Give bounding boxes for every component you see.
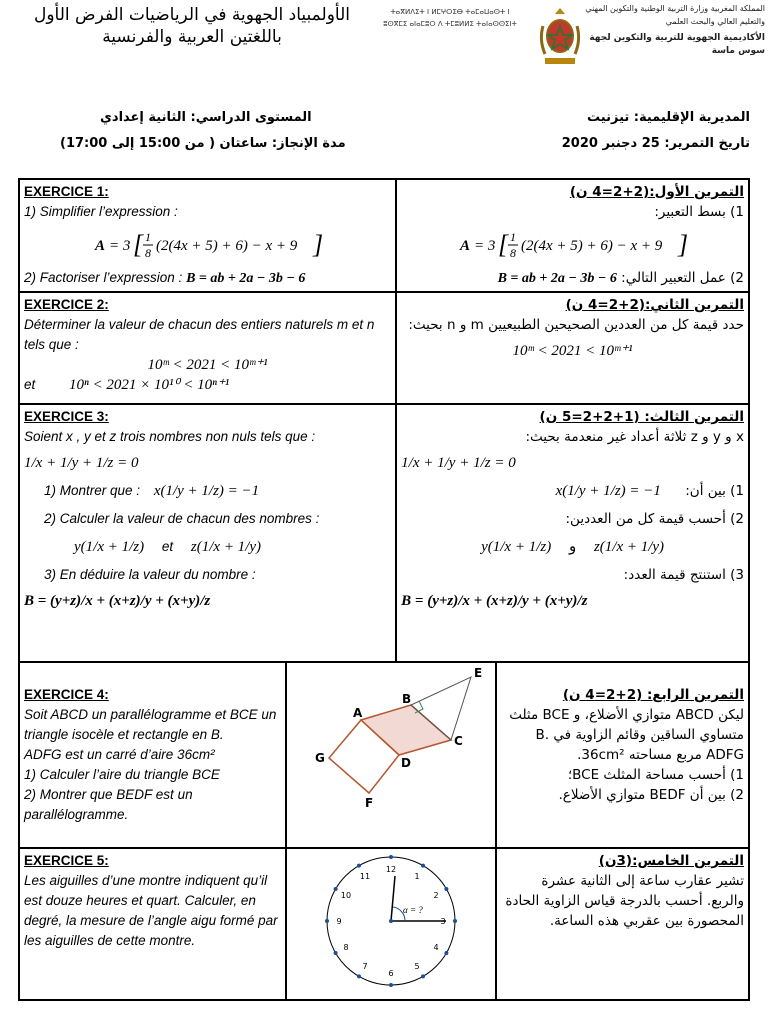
ex3-ar-n1: y(1/x + 1/z) bbox=[481, 539, 552, 555]
ex3-B: B = (y+z)/x + (x+z)/y + (x+y)/z bbox=[24, 593, 211, 609]
ex2-ineq1: 10ᵐ < 2021 < 10ᵐ⁺¹ bbox=[147, 357, 268, 373]
ex4-fr-q1: 1) Calculer l’aire du triangle BCE bbox=[24, 767, 220, 782]
ex1-ar-expr-a bbox=[401, 228, 744, 262]
svg-text:[: [ bbox=[497, 230, 508, 259]
ex1-fr-q2-label: 2) Factoriser l’expression : bbox=[24, 270, 183, 285]
label-b: B bbox=[402, 692, 412, 706]
ex1-ar-title: التمرين الأول:(2+2=4 ن) bbox=[569, 184, 744, 200]
ex3-ar-nums bbox=[401, 537, 744, 557]
ex1-fr-title: EXERCICE 1: bbox=[24, 184, 109, 199]
ex3-ar-q1-line bbox=[401, 481, 744, 501]
expr-a-svg bbox=[93, 228, 323, 262]
ex3-ar-cond: 1/x + 1/y + 1/z = 0 bbox=[401, 455, 516, 471]
clock-number: 5 bbox=[414, 962, 420, 971]
clock-number: 6 bbox=[388, 969, 394, 978]
label-d: D bbox=[401, 756, 412, 770]
ex5-fr-text: Les aiguilles d’une montre indiquent qu’il est douze heures et quart. Calculer, en degré, la mesure de l’angle aigu formé par les aiguilles de cette montre. bbox=[24, 873, 278, 948]
label-c: C bbox=[454, 734, 463, 748]
ministry-header bbox=[585, 2, 765, 58]
clock-figure bbox=[316, 851, 466, 991]
ex2-fr-et: et bbox=[24, 377, 36, 392]
ex3-fr-intro: Soient x , y et z trois nombres non nuls tels que : bbox=[24, 429, 316, 444]
clock-tick-dot bbox=[445, 887, 449, 891]
ex1-ar-q2 bbox=[401, 268, 744, 289]
ex3-fr-title: EXERCICE 3: bbox=[24, 409, 109, 424]
exercise-table bbox=[18, 178, 750, 1001]
hour-hand bbox=[391, 876, 395, 921]
ex1-ar-expr-b: B = ab + 2a − 3b − 6 bbox=[497, 271, 617, 286]
svg-text:1: 1 bbox=[509, 230, 516, 244]
ex3-ar-and: و bbox=[568, 539, 577, 555]
label-a: A bbox=[353, 706, 363, 720]
label-e: E bbox=[474, 666, 483, 680]
ex3-ar-show: x(1/y + 1/z) = −1 bbox=[555, 483, 661, 499]
direction-label: المديرية الإقليمية: تيزنيت bbox=[587, 110, 750, 125]
ex3-show: x(1/y + 1/z) = −1 bbox=[153, 483, 260, 499]
clock-tick-dot bbox=[357, 974, 361, 978]
clock-number: 8 bbox=[343, 943, 349, 952]
ex3-ar bbox=[396, 404, 749, 662]
clock-tick-dot bbox=[453, 919, 457, 923]
label-f: F bbox=[365, 796, 374, 810]
ex3-fr-q1: 1) Montrer que : bbox=[44, 483, 141, 498]
ex2-fr-title: EXERCICE 2: bbox=[24, 297, 109, 312]
clock-number: 1 bbox=[414, 872, 420, 881]
clock-number: 7 bbox=[362, 962, 368, 971]
ex3-fr bbox=[19, 404, 396, 662]
parallelogram-figure bbox=[291, 665, 491, 825]
ex1-fr-q1: 1) Simplifier l’expression : bbox=[24, 204, 178, 219]
ex3-ar-q3: 3) استنتج قيمة العدد: bbox=[623, 567, 744, 583]
clock-number: 10 bbox=[341, 891, 352, 900]
ex2-line2 bbox=[24, 375, 391, 395]
clock-tick-dot bbox=[357, 864, 361, 868]
ex2-fr bbox=[19, 292, 396, 404]
svg-text:]: ] bbox=[312, 230, 323, 259]
ex3-n1: y(1/x + 1/z) bbox=[74, 539, 145, 555]
ex5-ar-text: تشير عقارب ساعة إلى الثانية عشرة والربع. أحسب بالدرجة قياس الزاوية الحادة المحصورة بين عقربي هذه الساعة. bbox=[505, 873, 744, 929]
ex5-ar bbox=[496, 848, 749, 1000]
ex1-expr-b: B = ab + 2a − 3b − 6 bbox=[186, 271, 306, 286]
svg-text:8: 8 bbox=[509, 246, 516, 260]
svg-text:= 3: = 3 bbox=[108, 238, 130, 254]
ex4-fr-title: EXERCICE 4: bbox=[24, 687, 109, 702]
svg-text:8: 8 bbox=[144, 246, 151, 260]
svg-text:(2(4x + 5) + 6) − x + 9: (2(4x + 5) + 6) − x + 9 bbox=[520, 238, 662, 254]
ex4-ar-q2: 2) بين أن BEDF متوازي الأضلاع. bbox=[558, 787, 744, 803]
svg-text:[: [ bbox=[132, 230, 143, 259]
ex4-ar-title: التمرين الرابع: (2+2=4 ن) bbox=[562, 687, 744, 703]
ex5-fr bbox=[19, 848, 286, 1000]
ex1-fr bbox=[19, 179, 396, 292]
ex3-ar-q1: 1) بين أن: bbox=[685, 483, 744, 499]
duration-label: مدة الإنجاز: ساعتان ( من 15:00 إلى 17:00) bbox=[60, 136, 346, 151]
ex3-ar-q2: 2) أحسب قيمة كل من العددين: bbox=[565, 511, 744, 527]
clock-tick-dot bbox=[389, 855, 393, 859]
clock-tick-dot bbox=[334, 951, 338, 955]
clock-tick-dot bbox=[334, 887, 338, 891]
ex2-ineq2: 10ⁿ < 2021 × 10¹⁰ < 10ⁿ⁺¹ bbox=[69, 377, 230, 393]
clock-tick-dot bbox=[421, 864, 425, 868]
clock-number: 9 bbox=[336, 917, 342, 926]
ex4-ar bbox=[496, 662, 749, 848]
ex3-ar-intro: x و y و z ثلاثة أعداد غير منعدمة بحيث: bbox=[525, 429, 744, 445]
ex3-n2: z(1/x + 1/y) bbox=[190, 539, 262, 555]
clock-number: 4 bbox=[433, 943, 439, 952]
ex3-ar-title: التمرين الثالث: (1+2+2=5 ن) bbox=[539, 409, 744, 425]
ex1-ar-q1: 1) بسط التعبير: bbox=[654, 204, 744, 220]
label-g: G bbox=[315, 751, 326, 765]
date-label: تاريخ التمرير: 25 دجنبر 2020 bbox=[561, 136, 750, 151]
svg-text:]: ] bbox=[677, 230, 688, 259]
ex3-fr-q1-line bbox=[24, 481, 391, 501]
ex4-fr bbox=[19, 662, 286, 848]
ex5-fr-title: EXERCICE 5: bbox=[24, 853, 109, 868]
abcd-parallelogram bbox=[361, 705, 451, 755]
ex3-fr-nums bbox=[24, 537, 391, 557]
ex5-figure bbox=[286, 848, 496, 1000]
ex3-fr-q3: 3) En déduire la valeur du nombre : bbox=[44, 567, 256, 582]
clock-tick-dot bbox=[445, 951, 449, 955]
ex1-ar-q2-label: 2) عمل التعبير التالي: bbox=[621, 270, 744, 286]
ex2-ar-title: التمرين الثاني:(2+2=4 ن) bbox=[565, 297, 744, 313]
svg-text:(2(4x + 5) + 6) − x + 9: (2(4x + 5) + 6) − x + 9 bbox=[155, 238, 297, 254]
expr-a-ar-svg bbox=[458, 228, 688, 262]
ex4-fr-text2: ADFG est un carré d’aire 36cm² bbox=[24, 747, 215, 762]
ex2-ar-text: حدد قيمة كل من العددين الصحيحين الطبيعيين m و n بحيث: bbox=[408, 317, 744, 333]
clock-number: 2 bbox=[433, 891, 439, 900]
ex4-ar-q1: 1) أحسب مساحة المثلث BCE؛ bbox=[567, 767, 744, 783]
svg-text:A: A bbox=[459, 238, 470, 254]
clock-tick-dot bbox=[325, 919, 329, 923]
svg-text:1: 1 bbox=[144, 230, 151, 244]
ex2-fr-text: Déterminer la valeur de chacun des entiers naturels m et n tels que : bbox=[24, 317, 375, 352]
angle-label: α = ? bbox=[403, 905, 423, 915]
academy-name: الأكاديمية الجهوية للتربية والتكوين لجهة سوس ماسة bbox=[589, 33, 765, 56]
clock-tick-dot bbox=[421, 974, 425, 978]
ex4-ar-text: ليكن ABCD متوازي الأضلاع، و BCE مثلث متساوي الساقين وقائم الزاوية في B. ADFG مربع مساحته 36cm². bbox=[509, 707, 744, 763]
clock-center bbox=[389, 919, 393, 923]
ex3-cond: 1/x + 1/y + 1/z = 0 bbox=[24, 455, 139, 471]
ex4-fr-q2: 2) Montrer que BEDF est un parallélogramme. bbox=[24, 787, 193, 822]
svg-text:= 3: = 3 bbox=[473, 238, 495, 254]
ex3-fr-q2: 2) Calculer la valeur de chacun des nombres : bbox=[44, 511, 320, 526]
morocco-emblem-icon bbox=[535, 4, 585, 68]
ex5-ar-title: التمرين الخامس:(3ن) bbox=[598, 853, 744, 869]
ex3-ar-B: B = (y+z)/x + (x+z)/y + (x+y)/z bbox=[401, 593, 588, 609]
ex2-ar-ineq1: 10ᵐ < 2021 < 10ᵐ⁺¹ bbox=[512, 343, 633, 359]
ex1-expr-a bbox=[24, 228, 391, 262]
clock-number: 12 bbox=[386, 865, 397, 874]
tifinagh-header: ⵜⴰⴳⵍⴷⵉⵜ ⵏ ⵍⵎⵖⵔⵉⴱ ⵜⴰⵎⴰⵡⴰⵙⵜ ⵏ ⵓⵙⴳⵎⵉ ⴰⵏⴰⵎⵓⵔ ⴷ ⵜⵎⵓⵍⵍⵉ ⵜⴰⵏⴰⵙⵙⵉⵏⵜ bbox=[383, 8, 517, 28]
ex4-figure bbox=[286, 662, 496, 848]
level-label: المستوى الدراسي: الثانية إعدادي bbox=[100, 110, 312, 125]
svg-text:A: A bbox=[94, 238, 105, 254]
ex1-ar bbox=[396, 179, 749, 292]
contest-title: الأولمبياد الجهوية في الرياضيات الفرض الأول باللغتين العربية والفرنسية bbox=[34, 5, 350, 47]
ex3-fr-et: et bbox=[161, 539, 174, 554]
ex3-ar-n2: z(1/x + 1/y) bbox=[593, 539, 665, 555]
clock-number: 11 bbox=[360, 872, 371, 881]
ex2-ar bbox=[396, 292, 749, 404]
clock-number: 3 bbox=[440, 917, 446, 926]
clock-tick-dot bbox=[389, 983, 393, 987]
ex4-fr-text1: Soit ABCD un parallélogramme et BCE un triangle isocèle et rectangle en B. bbox=[24, 707, 277, 742]
ministry-name: المملكة المغربية وزارة التربية الوطنية والتكوين المهني والتعليم العالي والبحث العلمي bbox=[585, 4, 765, 26]
ex1-fr-q2 bbox=[24, 268, 391, 289]
